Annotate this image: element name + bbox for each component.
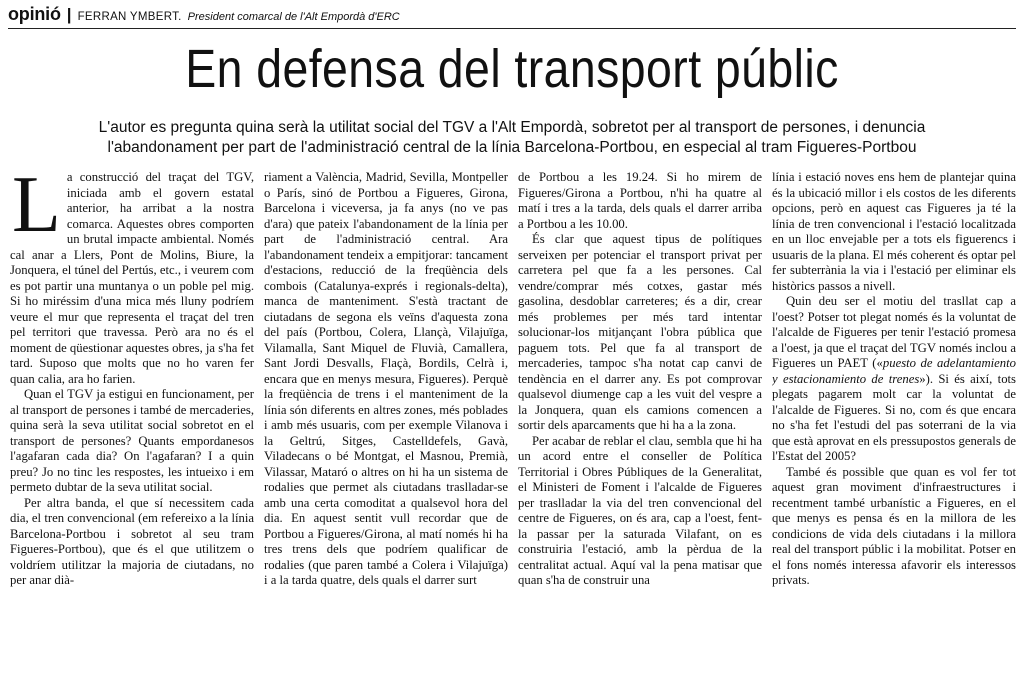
author-name: FERRAN YMBERT. (77, 11, 182, 23)
paragraph: riament a València, Madrid, Sevilla, Montpeller o París, sinó de Portbou a Figueres, Girona, Barcelona i viceversa, ja fa anys (no ve pas d'ara) que pateix l'abandonament de la línia per part de l'administració central. Ara l'abandonament tendeix a empitjorar: tancament d'estacions, reducció de la freqüència dels combois (Catalunya-exprés i regionals-delta), manca de manteniment. S'està tractant de ciutadans de segona els veïns d'aquesta zona del país (Portbou, Colera, Llançà, Vilajuïga, Vilamalla, Sant Miquel de Fluvià, Camallera, Sant Jordi Desvalls, Flaçà, Bordils, Celrà i, encara que en menys mesura, Figueres). Perquè la freqüència de trens i el manteniment de la línia són diferents en altres zones, més poblades i amb més usuaris, com per exemple Vilanova i la Geltrú, Sitges, Castelldefels, Gavà, Viladecans o bé Montgat, el Masnou, Premià, Vilassar, Mataró o altres on hi ha un sistema de rodalies que permet als ciutadans traslladar-se amb una certa comoditat a qualsevol hora del dia. En aquest sentit vull recordar que de Portbou a Figueres/Girona, al matí només hi ha tres trens dels que podríem qualificar de rodalies (que paren també a Colera i Vilajuïga) i a la tarda quatre, dels quals el darrer surt (264, 170, 508, 587)
section-label: opinió (8, 4, 61, 24)
column-2 (264, 170, 508, 675)
column-1 (10, 170, 254, 675)
paragraph: Per altra banda, el que sí necessitem cada dia, el tren convencional (em refereixo a la línia Barcelona-Portbou i sobretot al seu tram Figueres-Portbou), que és el que utilitzem o voldríem utilitzar la majoria de ciutadans, no per anar dià- (10, 495, 254, 587)
paragraph: La construcció del traçat del TGV, iniciada amb el govern estatal anterior, ha arribat a la nostra comarca. Aquestes obres comporten un brutal impacte ambiental. Només cal anar a Llers, Pont de Molins, Biure, la Jonquera, el túnel del Pertús, etc., i veurem com es pot partir una muntanya o un poble pel mig. Si ho miréssim d'una mica més lluny podríem veure el mur que representa el traçat del tren pel territori que travessa. Però ara no és el moment de qüestionar aquestes obres, ja s'ha fet tard. Suposo que molts que no ho varen fer quan calia, ara ho farien. (10, 170, 254, 386)
header-separator: | (66, 5, 72, 24)
paragraph: Quin deu ser el motiu del trasllat cap a l'oest? Potser tot plegat només és la voluntat de l'alcalde de Figueres per tenir l'estació promesa a l'oest, ja que el traçat del TGV només inclou a Figueres un PAET («puesto de adelantamiento y estacionamiento de trenes»). Si és així, tots plegats pagarem molt car la voluntat de l'alcalde de Figueres. Si no, com és que encara no s'ha fet l'estudi del pas soterrani de la via que està aprovat en els pressupostos generals de l'Estat del 2005? (772, 294, 1016, 463)
standfirst: L'autor es pregunta quina serà la utilitat social del TGV a l'Alt Empordà, sobretot per al transport de persones, i denuncia l'abandonament per part de l'administració central de la línia Barcelona-Portbou, en especial al tram Figueres-Portbou (98, 119, 926, 156)
author-role: President comarcal de l'Alt Empordà d'ERC (187, 11, 400, 23)
paragraph: Per acabar de reblar el clau, sembla que hi ha un acord entre el conseller de Política Territorial i Obres Públiques de la Generalitat, el Ministeri de Foment i l'alcalde de Figueres per traslladar la via del tren convencional del centre de Figueres, on és ara, cap a l'oest, fent-la passar per la saturada Vilafant, on es construiria l'estació, amb la pèrdua de la centralitat actual. Aquí val la pena matisar que quan s'ha de construir una (518, 433, 762, 587)
paragraph: línia i estació noves ens hem de plantejar quina és la ubicació millor i els costos de les diferents opcions, però en aquest cas Figueres ja té la línia de tren convencional i l'estació localitzada en un lloc envejable per a tots els figuerencs i usuaris de la plana. El més coherent és optar pel fer subterrània la via i l'estació per eliminar els històrics passos a nivell. (772, 170, 1016, 293)
drop-cap: L (12, 170, 61, 249)
quoted-term: puesto de adelantamiento y estacionamiento de trenes (772, 356, 1016, 386)
headline: En defensa del transport públic (185, 39, 839, 99)
article-body (10, 170, 1016, 675)
paragraph: És clar que aquest tipus de polítiques serveixen per potenciar el transport privat per carretera pel que fa a les persones. Cal vendre/comprar més cotxes, gastar més gasolina, desdoblar carreteres; és a dir, crear més problemes per més tard intentar solucionar-los mitjançant l'obra pública que paguem tots. Pel que fa al transport de mercaderies, tampoc s'ha notat cap canvi de tendència en el darrer any. Es pot comprovar qualsevol diumenge cap a les vuit del vespre a la Jonquera, quan els camions comencen a sortir dels aparcaments que hi ha a la zona. (518, 232, 762, 432)
column-4 (772, 170, 1016, 675)
paragraph: Quan el TGV ja estigui en funcionament, per al transport de persones i també de mercaderies, quina serà la seva utilitat social sobretot en el transport de persones? Quants empordanesos l'agafaran cada dia? On l'agafaran? I a quin preu? Jo no tinc les respostes, les intueixo i em permeto dubtar de la seva utilitat social. (10, 387, 254, 494)
paragraph: També és possible que quan es vol fer tot aquest gran moviment d'infraestructures i recentment també urbanístic a Figueres, en el que menys es pensa és en la millora de les condicions de vida dels ciutadans i la millora real del transport públic i la mobilitat. Potser en el fons només interessa afavorir els interessos privats. (772, 464, 1016, 587)
paragraph: de Portbou a les 19.24. Si ho mirem de Figueres/Girona a Portbou, n'hi ha quatre al matí i tres a la tarda, dels quals el darrer arriba a Portbou a les 10.00. (518, 170, 762, 231)
column-3 (518, 170, 762, 675)
page-header (8, 4, 1016, 29)
